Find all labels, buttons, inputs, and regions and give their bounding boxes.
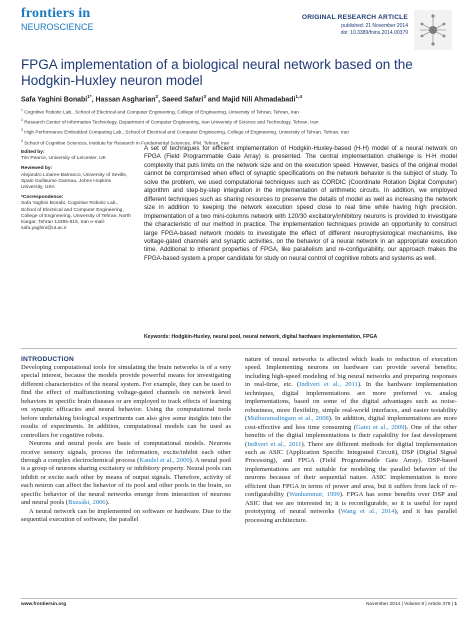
issue-info xyxy=(366,602,457,607)
affiliation-item xyxy=(21,117,461,127)
affiliation-number: 2 xyxy=(21,118,23,123)
paragraph-text: ). In addition, digital implementations are more cost-effective and less time consuming ( xyxy=(245,415,457,431)
logo-line2: NEUROSCIENCE xyxy=(21,22,94,32)
body-column-left xyxy=(21,364,231,525)
author-name[interactable]: Saeed Safari xyxy=(161,96,204,104)
edited-by-heading: Edited by: xyxy=(21,150,45,155)
citation-link[interactable]: Kandel et al., 2000 xyxy=(139,456,190,464)
citation-link[interactable]: Indiveri et al., 2011 xyxy=(247,440,302,448)
author-affiliation-marker: 3 xyxy=(203,95,207,100)
citation-link[interactable]: Wanhammar, 1999 xyxy=(289,491,340,499)
paragraph-text: ). A neural pool is a group of neurons sharing excitatory or inhibitory property. Neural pools can inhibit or excite each other by means of output signals. Therefore, activity of each neuron can affect the behavior of its pool and other pools in the brain, so specific behavior of the neural networks emerge from interaction of neurons and neural pools ( xyxy=(21,456,232,507)
paragraph-text: ). There are different methods for digital implementation such as ASIC (Application Specific Integrated Circuit), DSP (Digital Signal Processing), and FPGA (Field Programmable Gate Array). DSP-based implementations are not suitable for modeling the parallel behavior of the neurons because of their sequential nature. ASIC implementation is more efficient than FPGA in terms of power and area, but it suffers from lack of re-configurability ( xyxy=(245,440,457,499)
keywords xyxy=(144,334,457,340)
editorial-sidebar xyxy=(21,150,131,232)
body-column-right xyxy=(245,356,457,525)
paragraph-text: ). One of the other benefits of the digital implementations is their capability for fast development ( xyxy=(245,423,457,448)
article-title: FPGA implementation of a biological neural network based on the Hodgkin-Huxley neuron model xyxy=(21,57,413,88)
affiliation-text: School of Cognitive Sciences, Institute for Research in Fundamental Sciences, IPM, Tehran, Iran xyxy=(24,141,230,147)
citation-link[interactable]: Muthuramalingam et al., 2008 xyxy=(247,415,329,423)
issue-details: November 2014 | Volume 8 | Article 379 | xyxy=(366,602,453,607)
article-type: ORIGINAL RESEARCH ARTICLE xyxy=(301,14,408,21)
paragraph-text: Neurons and neural pools are basis of computational models. Neurons receive sensory signals, process the information, excite/inhibit each other through a complex electrochemical process ( xyxy=(21,440,231,464)
affiliation-text: High Performance Embedded Computing Lab., School of Electrical and Computer Engineering, College of Engineering, University of Tehran, Tehran, Iran xyxy=(24,130,350,136)
paragraph-text: ). FPGA has some benefits over DSP and ASIC that we are interested in; it is reconfigurable, so it is useful for rapid prototyping of neural networks ( xyxy=(245,491,457,516)
footer-divider xyxy=(21,598,457,599)
paragraph-text: ), and it has parallel processing architecture. xyxy=(245,508,457,524)
published-date: published: 21 November 2014 xyxy=(341,23,408,29)
author-affiliation-marker: 2 xyxy=(155,95,159,100)
paragraph xyxy=(21,440,231,508)
citation-link[interactable]: Buzsáki, 2006 xyxy=(68,499,106,507)
citation-link[interactable]: Gatet et al., 2009 xyxy=(356,423,405,431)
correspondence-text[interactable]: Safa Yaghini Bonabi, Cognitive Robotic Lab., School of Electrical and Computer Engineering, College of Engineering, University of Tehran, North Kargar, Tehran 14395-515, Iran e-mail: safa.yaghini@ut.ac.ir xyxy=(21,201,132,232)
edited-by-text: Tim Pearce, University of Leicester, UK xyxy=(21,156,106,162)
affiliation-text: Cognitive Robotic Lab., School of Electrical and Computer Engineering, College of Engineering, University of Tehran, Tehran, Iran xyxy=(24,110,299,116)
reviewed-by-heading: Reviewed by: xyxy=(21,166,53,172)
author-affiliation-marker: 1* xyxy=(87,95,92,100)
journal-header xyxy=(0,0,474,52)
paragraph-text: ). In the hardware implementation techniques, digital implementations are more preferred vs. analog implementations, based on some of the digital advantages such as noise-robustness, more flexibility, simple real-world interfaces, and easier testability ( xyxy=(245,381,457,423)
paragraph-text: nature of neural networks is affected which leads to reduction of execution speed. Implementing neurons on hardware can provide several benefits; including high-speed modeling of big neural networks and preparing responses in real-time, etc. ( xyxy=(245,356,457,389)
affiliation-item xyxy=(21,127,461,137)
journal-website-link[interactable]: www.frontiersin.org xyxy=(21,602,67,607)
author-list: Safa Yaghini Bonabi$^{1*}$, Hassan Asgharian$^2$, Saeed Safari$^3$ and Majid Nili Ahmadabadi$^{1,4}$ xyxy=(21,95,303,104)
affiliation-list xyxy=(21,107,461,148)
section-divider xyxy=(21,348,457,349)
citation-link[interactable]: Wang et al., 2014 xyxy=(340,508,395,516)
section-heading-introduction: INTRODUCTION xyxy=(21,356,74,363)
paragraph: Developing computational tools for simulating the brain networks is of a very special interest, because the models provide powerful means for investigating different characteristics of the neural system. For example, they can be used to find the effect of malfunctioning voltage-gated channels on network level behaviors in specific brain diseases or are employed to track effects of learning on synaptic efficacies and neural behavior. Using the computational tools before undertaking biological experiments can also give some insights into the results of experiments. In addition, computational models can be used as controllers for cognitive robots. xyxy=(21,364,231,439)
affiliation-number: 1 xyxy=(21,108,23,112)
affiliation-number: 3 xyxy=(21,128,23,133)
citation-link[interactable]: Indiveri et al., 2011 xyxy=(299,381,358,389)
paragraph: A neural network can be implemented on software or hardware. Due to the sequential execution of software, the parallel xyxy=(21,507,231,524)
affiliation-text: Research Center of Information Technology, Department of Computer Engineering, Iran University of Science and Technology, Tehran, Iran xyxy=(24,120,319,126)
affiliation-number: 4 xyxy=(21,138,23,143)
affiliation-item xyxy=(21,107,461,117)
page-number: 1 xyxy=(454,602,457,607)
paragraph xyxy=(245,356,457,525)
correspondence-heading: *Correspondence: xyxy=(21,195,64,201)
doi-link[interactable]: doi: 10.3389/fnins.2014.00379 xyxy=(340,29,408,36)
logo-line1: frontiers in xyxy=(21,6,91,21)
keywords-text: Hodgkin-Huxley, neural pool, neural network, digital hardware implementation, FPGA xyxy=(171,334,378,340)
author-name[interactable]: Safa Yaghini Bonabi xyxy=(21,96,88,104)
reviewed-by-text: Alejandro Linares-Barranco, University of Seville, Spain Guillaume Garreau, Johns Hopkins University, USA xyxy=(21,172,128,191)
neuron-illustration-icon xyxy=(414,10,452,50)
author-affiliation-marker: 1,4 xyxy=(295,95,303,100)
author-name[interactable]: Hassan Asgharian xyxy=(95,96,156,104)
keywords-label: Keywords: xyxy=(144,334,171,340)
publication-info xyxy=(0,23,470,36)
author-name[interactable]: Majid Nili Ahmadabadi xyxy=(222,96,296,104)
paragraph-text: ). xyxy=(105,499,110,507)
abstract-text: A set of techniques for efficient implementation of Hodgkin-Huxley-based (H-H) model of a neural network on FPGA (Field Programmable Gate Array) is presented. The central implementation challenge is H-H model complexity that puts limits on the network size and on the execution speed. However, basics of the original model cannot be compromised when effect of synaptic specifications on the network behavior is the subject of study. To solve the problem, we used computational techniques such as CORDIC (Coordinate Rotation Digital Computer) algorithm and step-by-step integration in the implementation of arithmetic circuits. In addition, we employed different techniques such as sharing resources to preserve the details of model as well as increasing the network size in addition to keeping the network execution speed close to real time while having high precision. Implementation of a two mini-columns network with 120/30 excitatory/inhibitory neurons is provided to investigate the characteristic of our method in practice. The implementation techniques provide an opportunity to construct large FPGA-based network models to investigate the effect of different neurophysiological mechanisms, like voltage-gated channels and synaptic activities, on the behavior of a neural network in an appropriate execution time. Additional to inherent properties of FPGA, like parallelism and re-configurability, our approach makes the FPGA-based system a proper candidate for study on neural control of cognitive robots and systems as well. xyxy=(144,145,457,262)
